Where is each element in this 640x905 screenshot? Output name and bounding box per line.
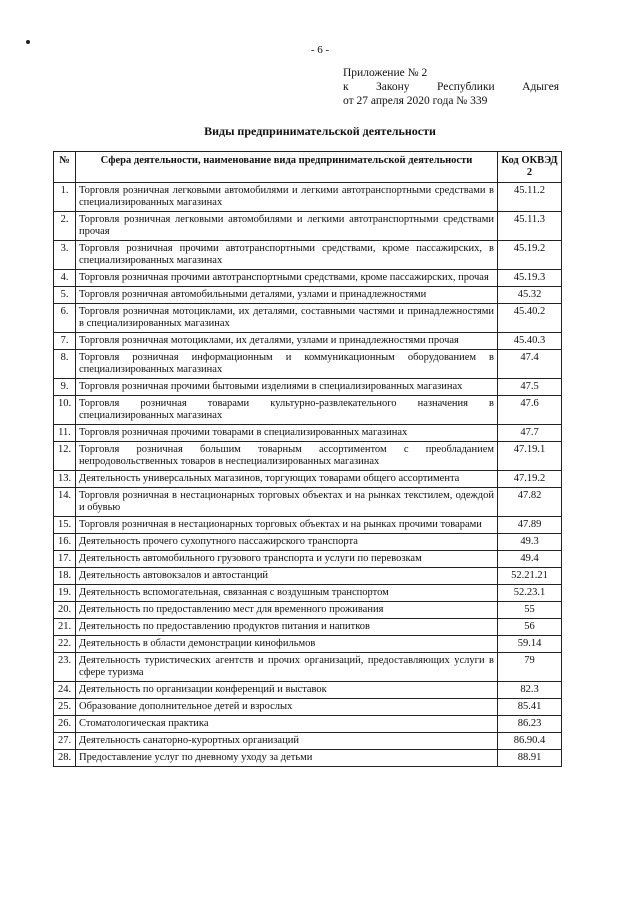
row-code: 55 (498, 602, 562, 619)
row-activity: Образование дополнительное детей и взрослых (76, 699, 498, 716)
row-number: 26. (54, 716, 76, 733)
row-activity: Торговля розничная мотоциклами, их деталями, узлами и принадлежностями прочая (76, 333, 498, 350)
row-activity: Деятельность автомобильного грузового транспорта и услуги по перевозкам (76, 551, 498, 568)
table-row (54, 733, 562, 750)
row-code: 45.19.3 (498, 270, 562, 287)
row-code: 47.19.2 (498, 471, 562, 488)
row-number: 19. (54, 585, 76, 602)
row-code: 82.3 (498, 682, 562, 699)
row-number: 28. (54, 750, 76, 767)
table-row (54, 653, 562, 682)
table-row (54, 350, 562, 379)
header-activity: Сфера деятельности, наименование вида предпринимательской деятельности (76, 152, 498, 183)
document-title: Виды предпринимательской деятельности (204, 124, 436, 138)
row-code: 56 (498, 619, 562, 636)
table-row (54, 396, 562, 425)
row-number: 13. (54, 471, 76, 488)
annex-line-3: от 27 апреля 2020 года № 339 (343, 95, 488, 107)
row-number: 11. (54, 425, 76, 442)
row-number: 22. (54, 636, 76, 653)
row-code: 85.41 (498, 699, 562, 716)
table-row (54, 602, 562, 619)
header-code: Код ОКВЭД 2 (498, 152, 562, 183)
row-activity: Торговля розничная большим товарным ассортиментом с преобладанием непродовольственных товаров в неспециализированных магазинах (76, 442, 498, 471)
table-row (54, 585, 562, 602)
annex-block (343, 66, 559, 108)
annex-word-adygeya: Адыгея (522, 81, 559, 93)
table-row (54, 333, 562, 350)
row-code: 86.90.4 (498, 733, 562, 750)
row-activity: Предоставление услуг по дневному уходу за детьми (76, 750, 498, 767)
row-code: 47.89 (498, 517, 562, 534)
table-row (54, 241, 562, 270)
page-number: - 6 - (310, 44, 330, 56)
row-number: 7. (54, 333, 76, 350)
row-activity: Торговля розничная в нестационарных торговых объектах и на рынках текстилем, одеждой и обувью (76, 488, 498, 517)
annex-word-zakonu: Закону (376, 81, 410, 93)
row-code: 47.7 (498, 425, 562, 442)
row-activity: Торговля розничная информационным и коммуникационным оборудованием в специализированных магазинах (76, 350, 498, 379)
row-activity: Деятельность туристических агентств и прочих организаций, предоставляющих услуги в сфере туризма (76, 653, 498, 682)
row-number: 15. (54, 517, 76, 534)
row-number: 27. (54, 733, 76, 750)
row-code: 59.14 (498, 636, 562, 653)
row-activity: Стоматологическая практика (76, 716, 498, 733)
row-activity: Торговля розничная прочими товарами в специализированных магазинах (76, 425, 498, 442)
table-row (54, 425, 562, 442)
row-number: 1. (54, 183, 76, 212)
table-row (54, 699, 562, 716)
row-activity: Деятельность универсальных магазинов, торгующих товарами общего ассортимента (76, 471, 498, 488)
row-code: 47.19.1 (498, 442, 562, 471)
row-code: 45.40.2 (498, 304, 562, 333)
row-number: 16. (54, 534, 76, 551)
row-activity: Торговля розничная товарами культурно-развлекательного назначения в специализированных магазинах (76, 396, 498, 425)
row-activity: Торговля розничная легковыми автомобилями и легкими автотранспортными средствами прочая (76, 212, 498, 241)
row-code: 79 (498, 653, 562, 682)
row-code: 47.4 (498, 350, 562, 379)
table-row (54, 287, 562, 304)
row-code: 52.21.21 (498, 568, 562, 585)
row-activity: Деятельность автовокзалов и автостанций (76, 568, 498, 585)
annex-line-1: Приложение № 2 (343, 67, 428, 79)
row-number: 20. (54, 602, 76, 619)
table-row (54, 551, 562, 568)
row-code: 45.40.3 (498, 333, 562, 350)
row-activity: Деятельность по организации конференций и выставок (76, 682, 498, 699)
row-code: 49.3 (498, 534, 562, 551)
table-row (54, 568, 562, 585)
annex-line-2 (343, 80, 559, 94)
row-number: 9. (54, 379, 76, 396)
row-activity: Деятельность санаторно-курортных организаций (76, 733, 498, 750)
table-body (54, 183, 562, 767)
table-row (54, 619, 562, 636)
row-activity: Деятельность по предоставлению мест для временного проживания (76, 602, 498, 619)
row-activity: Торговля розничная легковыми автомобилями и легкими автотранспортными средствами в специализированных магазинах (76, 183, 498, 212)
row-activity: Торговля розничная мотоциклами, их деталями, составными частями и принадлежностями в специализированных магазинах (76, 304, 498, 333)
annex-word-k: к (343, 81, 349, 93)
row-number: 4. (54, 270, 76, 287)
row-code: 52.23.1 (498, 585, 562, 602)
table-row (54, 471, 562, 488)
row-activity: Деятельность по предоставлению продуктов питания и напитков (76, 619, 498, 636)
header-number: № (54, 152, 76, 183)
table-row (54, 183, 562, 212)
row-number: 23. (54, 653, 76, 682)
table-row (54, 379, 562, 396)
row-activity: Торговля розничная в нестационарных торговых объектах и на рынках прочими товарами (76, 517, 498, 534)
row-activity: Торговля розничная прочими бытовыми изделиями в специализированных магазинах (76, 379, 498, 396)
table-row (54, 442, 562, 471)
row-code: 88.91 (498, 750, 562, 767)
row-code: 45.32 (498, 287, 562, 304)
table-row (54, 716, 562, 733)
row-number: 24. (54, 682, 76, 699)
row-code: 86.23 (498, 716, 562, 733)
row-activity: Торговля розничная прочими автотранспортными средствами, кроме пассажирских, в специализированных магазинах (76, 241, 498, 270)
row-code: 47.6 (498, 396, 562, 425)
table-row (54, 534, 562, 551)
table-row (54, 636, 562, 653)
table-row (54, 304, 562, 333)
row-code: 47.82 (498, 488, 562, 517)
row-code: 49.4 (498, 551, 562, 568)
table-row (54, 212, 562, 241)
row-number: 14. (54, 488, 76, 517)
table-header-row (54, 152, 562, 183)
row-activity: Торговля розничная прочими автотранспортными средствами, кроме пассажирских, прочая (76, 270, 498, 287)
row-code: 47.5 (498, 379, 562, 396)
table-row (54, 682, 562, 699)
row-number: 12. (54, 442, 76, 471)
table-row (54, 270, 562, 287)
table-row (54, 750, 562, 767)
row-activity: Торговля розничная автомобильными деталями, узлами и принадлежностями (76, 287, 498, 304)
row-code: 45.11.2 (498, 183, 562, 212)
annex-word-respubliki: Республики (437, 81, 495, 93)
row-number: 25. (54, 699, 76, 716)
row-number: 6. (54, 304, 76, 333)
row-activity: Деятельность в области демонстрации кинофильмов (76, 636, 498, 653)
row-number: 5. (54, 287, 76, 304)
activities-table (53, 151, 562, 767)
row-code: 45.19.2 (498, 241, 562, 270)
row-number: 10. (54, 396, 76, 425)
row-number: 21. (54, 619, 76, 636)
row-activity: Деятельность прочего сухопутного пассажирского транспорта (76, 534, 498, 551)
row-code: 45.11.3 (498, 212, 562, 241)
row-number: 17. (54, 551, 76, 568)
row-number: 8. (54, 350, 76, 379)
row-number: 3. (54, 241, 76, 270)
row-activity: Деятельность вспомогательная, связанная с воздушным транспортом (76, 585, 498, 602)
row-number: 18. (54, 568, 76, 585)
table-row (54, 488, 562, 517)
row-number: 2. (54, 212, 76, 241)
table-row (54, 517, 562, 534)
